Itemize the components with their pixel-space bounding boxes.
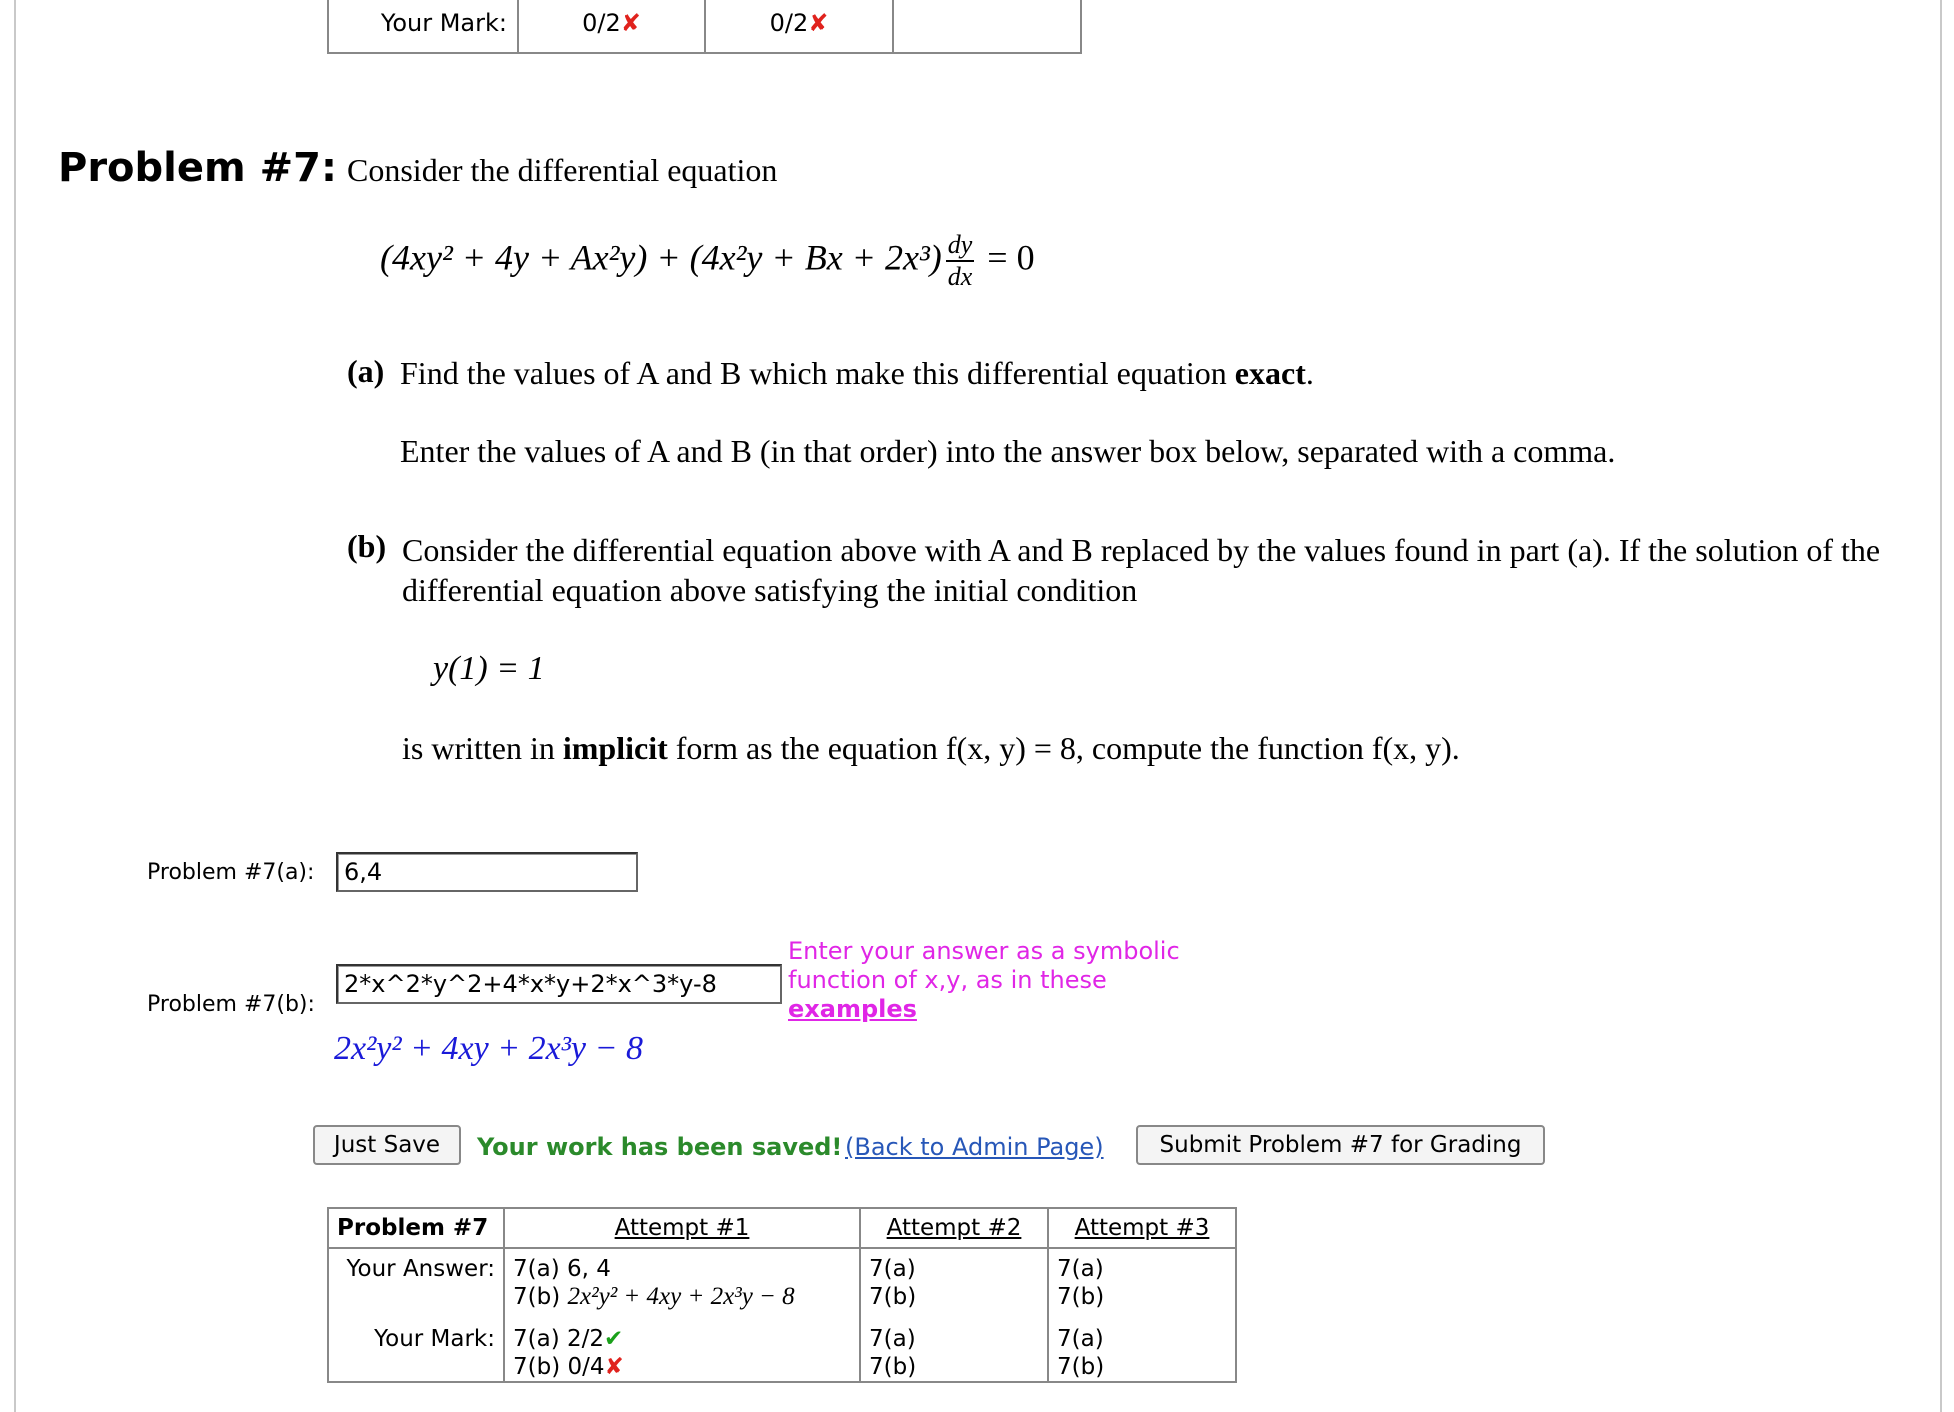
part-a-question: Find the values of A and B which make this differential equation exact. <box>400 355 1314 391</box>
your-mark-label: Your Mark: <box>328 1325 504 1382</box>
your-answer-label: Your Answer: <box>328 1248 504 1325</box>
back-to-admin-link[interactable]: (Back to Admin Page) <box>845 1133 1104 1161</box>
attempt-3-mark: 7(a) 7(b) <box>1048 1325 1236 1382</box>
problem-title: Problem #7: <box>58 145 337 191</box>
attempt-2-answer: 7(a) 7(b) <box>860 1248 1048 1325</box>
submit-for-grading-button[interactable]: Submit Problem #7 for Grading <box>1136 1125 1545 1165</box>
answer-label-7b: Problem #7(b): <box>147 992 315 1017</box>
answer-label-7a: Problem #7(a): <box>147 860 315 885</box>
check-icon: ✔ <box>604 1326 624 1352</box>
saved-status-message: Your work has been saved! <box>477 1133 843 1161</box>
cross-icon: ✘ <box>808 9 829 37</box>
attempt-1-mark: 7(a) 2/2✔ 7(b) 0/4✘ <box>504 1325 860 1382</box>
part-b-label: (b) <box>347 528 387 564</box>
examples-link[interactable]: examples <box>788 995 917 1023</box>
answer-hint: Enter your answer as a symbolic function of x,y, as in these examples <box>788 937 1180 1023</box>
your-mark-label: Your Mark: <box>328 0 518 53</box>
answer-preview-7b: 2x²y² + 4xy + 2x³y − 8 <box>334 1030 643 1067</box>
history-title: Problem #7 <box>328 1208 504 1248</box>
answer-input-7a[interactable] <box>336 852 638 892</box>
page-frame-right <box>1940 0 1942 1412</box>
attempt-1-answer: 7(a) 6, 4 7(b) 2x²y² + 4xy + 2x³y − 8 <box>504 1248 860 1325</box>
differential-equation: (4xy² + 4y + Ax²y) + (4x²y + Bx + 2x³) $\frac{dy}{dx}$ = 0 <box>380 230 1035 291</box>
page-frame-left <box>14 0 16 1412</box>
problem-intro: Consider the differential equation <box>347 152 778 188</box>
cross-icon: ✘ <box>604 1354 624 1380</box>
attempt-1-header: Attempt #1 <box>504 1208 860 1248</box>
mark-cell-empty <box>893 0 1081 53</box>
part-b-question: Consider the differential equation above with A and B replaced by the values found in part (a). If the solution of the differential equation above satisfying the initial condition <box>402 532 1881 608</box>
cross-icon: ✘ <box>620 9 641 37</box>
previous-problem-marks-table <box>327 0 1082 54</box>
attempt-2-header: Attempt #2 <box>860 1208 1048 1248</box>
attempt-history-table <box>327 1207 1237 1383</box>
attempt-3-header: Attempt #3 <box>1048 1208 1236 1248</box>
attempt-2-mark: 7(a) 7(b) <box>860 1325 1048 1382</box>
just-save-button[interactable]: Just Save <box>313 1125 461 1165</box>
answer-input-7b[interactable] <box>336 964 782 1004</box>
part-b-implicit-instructions: is written in implicit form as the equation f(x, y) = 8, compute the function f(x, y). <box>402 730 1460 766</box>
mark-cell: 0/2✘ <box>518 0 705 53</box>
part-a-instructions: Enter the values of A and B (in that order) into the answer box below, separated with a comma. <box>400 433 1616 469</box>
mark-cell: 0/2✘ <box>705 0 893 53</box>
part-a-label: (a) <box>347 353 385 389</box>
attempt-3-answer: 7(a) 7(b) <box>1048 1248 1236 1325</box>
initial-condition: y(1) = 1 <box>433 650 545 687</box>
